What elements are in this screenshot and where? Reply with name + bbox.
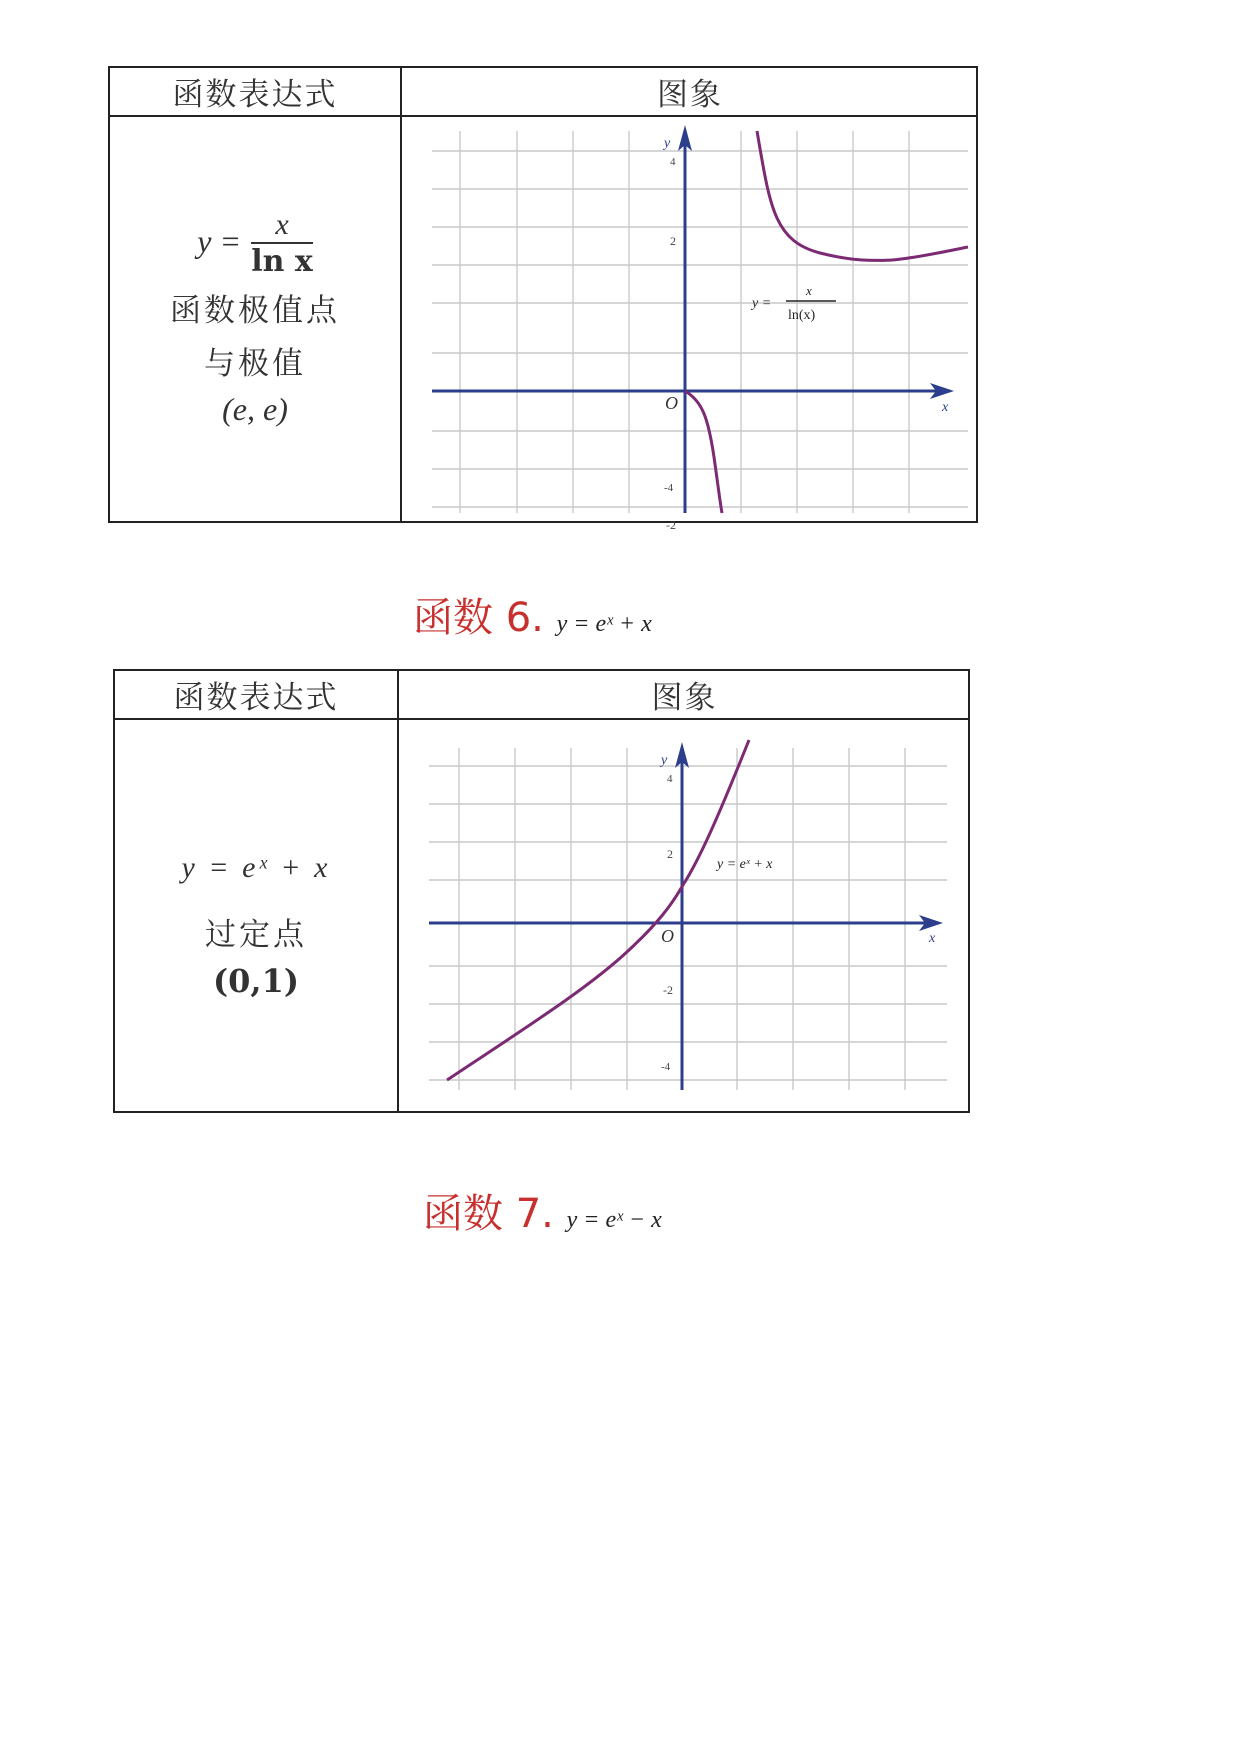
header-graph: 图象 — [651, 680, 718, 716]
tick-label-neg2: -2 — [666, 518, 676, 532]
graph-x-over-lnx — [402, 117, 978, 532]
desc-line1: 过定点 — [205, 917, 307, 953]
tick-label-2: 2 — [667, 847, 673, 861]
origin-label: O — [661, 926, 674, 946]
x-axis-label: x — [929, 931, 936, 946]
desc-line1: 函数极值点 — [170, 293, 340, 329]
curve-label-numerator: x — [806, 283, 812, 298]
grid — [432, 131, 968, 513]
curve-label: y = eˣ + x — [717, 857, 773, 872]
tick-label-4: 4 — [670, 156, 676, 168]
extreme-point: (e, e) — [222, 391, 288, 427]
section-heading-function-6 — [413, 586, 652, 643]
header-graph: 图象 — [657, 77, 723, 113]
formula-ex-plus-x: y = eˣ + x — [181, 851, 331, 884]
heading7-formula: y = eˣ − x — [566, 1207, 662, 1233]
y-axis-label: y — [661, 753, 668, 768]
curve-left-branch — [685, 391, 722, 513]
section-heading-function-7 — [423, 1182, 662, 1239]
formula-numerator: x — [251, 208, 313, 244]
curve-ex-plus-x — [447, 740, 749, 1080]
x-axis-label: x — [942, 400, 949, 415]
expression-cell — [115, 851, 397, 1000]
tick-label-neg4: -4 — [661, 1061, 671, 1073]
origin-label: O — [665, 393, 678, 413]
tick-label-4: 4 — [667, 773, 673, 785]
tick-label-2: 2 — [670, 234, 676, 248]
curve-label-denominator: ln(x) — [788, 308, 816, 323]
heading6-text: 函数 6. — [413, 595, 544, 641]
y-axis-label: y — [664, 136, 671, 151]
tick-label-neg4: -4 — [664, 482, 674, 494]
curve-label-y: y = — [752, 296, 772, 311]
formula-fraction — [251, 208, 313, 279]
expression-cell — [110, 208, 400, 428]
formula-x-over-lnx — [110, 208, 400, 279]
formula-denominator: ln x — [251, 244, 313, 279]
formula-y-equals: y = — [197, 223, 242, 259]
table-function-x-over-lnx — [108, 66, 978, 532]
heading6-formula: y = eˣ + x — [556, 611, 652, 637]
graph-ex-plus-x — [399, 720, 970, 1111]
heading7-text: 函数 7. — [423, 1191, 554, 1237]
header-expression: 函数表达式 — [173, 680, 339, 716]
header-expression: 函数表达式 — [172, 77, 338, 113]
table-function-ex-plus-x — [113, 669, 970, 1113]
tick-label-neg2: -2 — [663, 983, 673, 997]
fixed-point: (0,1) — [213, 962, 299, 1000]
desc-line2: 与极值 — [204, 346, 306, 382]
